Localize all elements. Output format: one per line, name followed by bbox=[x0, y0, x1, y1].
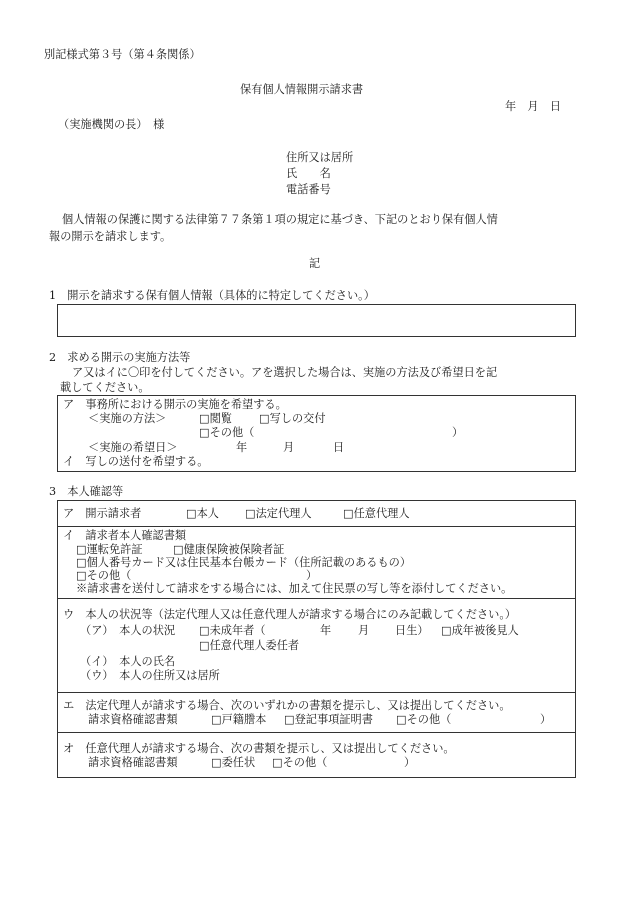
method-label: ＜実施の方法＞ bbox=[88, 412, 167, 425]
voluntary-agent-title: オ 任意代理人が請求する場合、次の書類を提示し、又は提出してください。 bbox=[63, 742, 455, 755]
section-1-input-box[interactable] bbox=[57, 304, 576, 337]
family-register-checkbox[interactable]: □戸籍謄本 bbox=[211, 713, 267, 726]
requester-name-label: 氏 名 bbox=[286, 167, 331, 180]
requester-type-label: ア 開示請求者 bbox=[63, 507, 142, 520]
option-i-mail[interactable]: イ 写しの送付を希望する。 bbox=[63, 455, 209, 468]
minor-year: 年 bbox=[320, 624, 332, 637]
adult-ward-checkbox[interactable]: □成年被後見人 bbox=[441, 624, 519, 637]
legal-other-close: ） bbox=[540, 713, 552, 726]
method-view-checkbox[interactable]: □閲覧 bbox=[199, 412, 232, 425]
id-mynumber-checkbox[interactable]: □個人番号カード又は住民基本台帳カード（住所記載のあるもの） bbox=[76, 556, 412, 569]
desired-month: 月 bbox=[283, 441, 295, 454]
divider-u bbox=[57, 692, 576, 693]
desired-year: 年 bbox=[236, 441, 248, 454]
intro-line-2: 報の開示を請求します。 bbox=[49, 230, 172, 243]
requester-phone-label: 電話番号 bbox=[286, 183, 331, 196]
minor-checkbox[interactable]: □未成年者（ bbox=[199, 624, 266, 637]
voluntary-other-close: ） bbox=[404, 756, 416, 769]
legal-doc-label: 請求資格確認書類 bbox=[88, 713, 178, 726]
method-copy-checkbox[interactable]: □写しの交付 bbox=[259, 412, 326, 425]
divider-e bbox=[57, 732, 576, 733]
date-line: 年 月 日 bbox=[505, 100, 561, 113]
method-other-close: ） bbox=[452, 426, 464, 439]
intro-line-1: 個人情報の保護に関する法律第７７条第１項の規定に基づき、下記のとおり保有個人情 bbox=[62, 213, 498, 226]
principal-name-label: （イ） 本人の氏名 bbox=[80, 655, 176, 668]
section-2-note-2: 載してください。 bbox=[60, 381, 150, 394]
principal-address-label: （ウ） 本人の住所又は居所 bbox=[80, 669, 220, 682]
desired-day: 日 bbox=[333, 441, 345, 454]
id-other-close: ） bbox=[306, 569, 318, 582]
desired-date-label: ＜実施の希望日＞ bbox=[88, 441, 178, 454]
status-label: （ア） 本人の状況 bbox=[80, 624, 176, 637]
section-1-heading: 1 開示を請求する保有個人情報（具体的に特定してください。） bbox=[49, 289, 375, 302]
id-license-checkbox[interactable]: □運転免許証 bbox=[76, 543, 143, 556]
legal-other-checkbox[interactable]: □その他（ bbox=[396, 713, 452, 726]
proxy-letter-checkbox[interactable]: □委任状 bbox=[211, 756, 256, 769]
section-3-heading: 3 本人確認等 bbox=[49, 485, 124, 498]
minor-born: 日生） bbox=[395, 624, 429, 637]
divider-a bbox=[57, 526, 576, 527]
legal-agent-title: エ 法定代理人が請求する場合、次のいずれかの書類を提示し、又は提出してください。 bbox=[63, 699, 511, 712]
option-a-office[interactable]: ア 事務所における開示の実施を希望する。 bbox=[63, 398, 287, 411]
section-2-note-1: ア又はイに〇印を付してください。アを選択した場合は、実施の方法及び希望日を記 bbox=[72, 366, 498, 379]
ki-label: 記 bbox=[309, 257, 321, 270]
requester-principal-checkbox[interactable]: □本人 bbox=[186, 507, 219, 520]
page-title: 保有個人情報開示請求書 bbox=[240, 83, 364, 96]
voluntary-doc-label: 請求資格確認書類 bbox=[88, 756, 178, 769]
requester-voluntary-checkbox[interactable]: □任意代理人 bbox=[343, 507, 410, 520]
registry-certificate-checkbox[interactable]: □登記事項証明書 bbox=[284, 713, 373, 726]
requester-address-label: 住所又は居所 bbox=[286, 151, 354, 164]
principal-status-title: ウ 本人の状況等（法定代理人又は任意代理人が請求する場合にのみ記載してください。） bbox=[63, 608, 517, 621]
voluntary-other-checkbox[interactable]: □その他（ bbox=[272, 756, 328, 769]
addressee: （実施機関の長） 様 bbox=[58, 118, 165, 131]
section-2-heading: 2 求める開示の実施方法等 bbox=[49, 351, 191, 364]
requester-legal-checkbox[interactable]: □法定代理人 bbox=[245, 507, 312, 520]
appointer-checkbox[interactable]: □任意代理人委任者 bbox=[199, 639, 300, 652]
id-docs-title: イ 請求者本人確認書類 bbox=[63, 529, 187, 542]
minor-month: 月 bbox=[358, 624, 370, 637]
id-insurance-checkbox[interactable]: □健康保険被保険者証 bbox=[173, 543, 285, 556]
id-other-checkbox[interactable]: □その他（ bbox=[76, 569, 132, 582]
divider-i bbox=[57, 598, 576, 599]
id-mail-note: ※請求書を送付して請求をする場合には、加えて住民票の写し等を添付してください。 bbox=[76, 582, 513, 595]
form-number: 別記様式第３号（第４条関係） bbox=[44, 48, 201, 61]
method-other-checkbox[interactable]: □その他（ bbox=[199, 426, 255, 439]
